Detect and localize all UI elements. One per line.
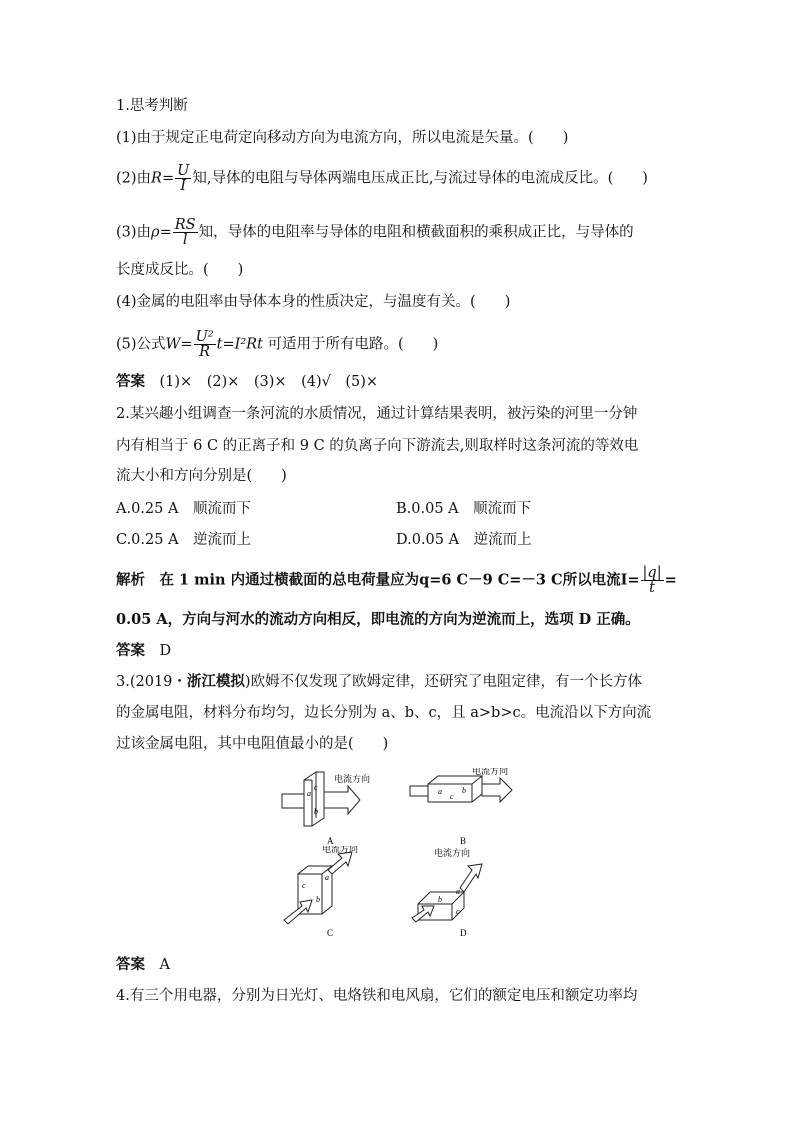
edge-label-a: a (456, 887, 460, 896)
q1-item-3-post: 知，导体的电阻率与导体的电阻和横截面积的乘积成正比，与导体的 (198, 224, 634, 241)
q1-item-1: (1)由于规定正电荷定向移动方向为电流方向，所以电流是矢量。( ) (116, 130, 569, 146)
q1-item-5-pre: (5)公式 (116, 336, 166, 353)
q1-item-3-eq: = (159, 224, 172, 241)
q1-item-2-post: 知,导体的电阻与导体两端电压成正比,与流过导体的电流成反比。( ) (192, 170, 648, 187)
current-direction-label: 电流方向 (334, 774, 371, 784)
q2-option-b: B.0.05 A 顺流而下 (396, 501, 532, 517)
answer-label: 答案 (116, 956, 145, 973)
edge-label-c: c (314, 783, 318, 792)
q2-analysis (116, 566, 677, 595)
q1-answer (116, 372, 378, 392)
fraction-numerator: RS (174, 217, 196, 233)
q1-item-5-post: 可适用于所有电路。( ) (267, 336, 439, 353)
answer-label: 答案 (116, 373, 145, 390)
edge-label-b: b (316, 895, 320, 904)
q1-item-3 (116, 218, 634, 247)
fraction-numerator: |q| (642, 565, 662, 581)
q1-item-2-pre: (2)由 (116, 170, 152, 187)
edge-label-c: c (450, 792, 454, 801)
answer-label: 答案 (116, 642, 145, 659)
q1-item-2-fraction (175, 164, 191, 193)
q1-item-5-fraction (194, 330, 216, 359)
q1-item-5 (116, 330, 438, 359)
figure-label-b: B (460, 836, 467, 846)
q2-option-d: D.0.05 A 逆流而上 (396, 532, 532, 548)
q2-option-c: C.0.25 A 逆流而上 (116, 532, 252, 548)
figure-d (410, 846, 520, 942)
q2-line-3: 流大小和方向分别是( ) (116, 468, 287, 484)
q2-line-1: 2.某兴趣小组调查一条河流的水质情况，通过计算结果表明，被污染的河里一分钟 (116, 406, 638, 422)
current-direction-label: 电流方向 (434, 848, 471, 858)
block-c-diagram (280, 846, 380, 942)
q3-line-1 (116, 672, 642, 692)
q1-item-3-fraction (173, 218, 198, 247)
figure-b (408, 768, 528, 850)
q2-analysis-line-2: 0.05 A，方向与河水的流动方向相反，即电流的方向为逆流而上，选项 D 正确。 (116, 611, 640, 628)
edge-label-b: b (314, 807, 318, 816)
q1-item-3-var: ρ (151, 224, 160, 241)
fraction-numerator: U² (195, 329, 214, 345)
q4-line-1: 4.有三个用电器，分别为日光灯、电烙铁和电风扇，它们的额定电压和额定功率均 (116, 988, 638, 1004)
figure-c (280, 846, 380, 942)
q1-item-4: (4)金属的电阻率由导体本身的性质决定，与温度有关。( ) (116, 294, 511, 310)
q2-answer (116, 641, 171, 661)
q2-line-2: 内有相当于 6 C 的正离子和 9 C 的负离子向下游流去,则取样时这条河流的等效电 (116, 438, 639, 454)
edge-label-c: c (302, 881, 306, 890)
fraction-denominator: R (199, 344, 211, 360)
current-direction-label: 电流方向 (322, 846, 359, 854)
q3-line-1-post: )欧姆不仅发现了欧姆定律，还研究了电阻定律，有一个长方体 (244, 674, 643, 690)
q1-item-2-var: R (151, 170, 162, 187)
q2-option-a: A.0.25 A 顺流而下 (116, 501, 251, 517)
analysis-label: 解析 (116, 571, 145, 589)
q3-answer (116, 955, 170, 975)
figure-label-c: C (327, 928, 334, 938)
figure-a (276, 768, 386, 850)
fraction-denominator: t (649, 580, 655, 596)
q1-item-3-cont: 长度成反比。( ) (116, 262, 244, 278)
q1-title: 1.思考判断 (116, 98, 188, 114)
figure-label-d: D (460, 928, 467, 938)
q3-line-1-pre: 3.(2019・ (116, 674, 187, 690)
current-direction-label: 电流方向 (472, 768, 509, 776)
answer-text: (1)× (2)× (3)× (4)√ (5)× (159, 374, 379, 390)
fraction-numerator: U (177, 163, 190, 179)
analysis-eq: = (664, 571, 677, 589)
analysis-text: 在 1 min 内通过横截面的总电荷量应为q=6 C－9 C=－3 C所以电流I= (159, 571, 640, 589)
block-b-diagram (408, 768, 528, 850)
edge-label-b: b (462, 786, 466, 795)
edge-label-a: a (307, 789, 311, 798)
q1-item-5-w: W (165, 336, 181, 353)
q1-item-2 (116, 164, 648, 193)
answer-text: A (159, 957, 170, 973)
q1-item-2-eq: = (161, 170, 175, 187)
block-d-diagram (410, 846, 520, 942)
q3-line-3: 过该金属电阻，其中电阻值最小的是( ) (116, 736, 389, 752)
q1-item-3-pre: (3)由 (116, 224, 152, 241)
edge-label-a: a (325, 873, 329, 882)
q1-item-5-eq: = (180, 336, 193, 353)
edge-label-c: c (456, 907, 460, 916)
block-a-diagram (276, 768, 386, 850)
q3-line-2: 的金属电阻，材料分布均匀，边长分别为 a、b、c，且 a>b>c。电流沿以下方向流 (116, 705, 652, 721)
fraction-denominator: I (180, 178, 187, 194)
q1-item-5-mid: t=I²Rt (216, 336, 263, 353)
figure-label-a: A (327, 836, 334, 846)
analysis-fraction (641, 566, 664, 595)
fraction-denominator: l (182, 232, 188, 248)
edge-label-b: b (438, 895, 442, 904)
answer-text: D (159, 643, 172, 659)
edge-label-a: a (438, 787, 442, 796)
q3-source: 浙江模拟 (186, 673, 245, 690)
